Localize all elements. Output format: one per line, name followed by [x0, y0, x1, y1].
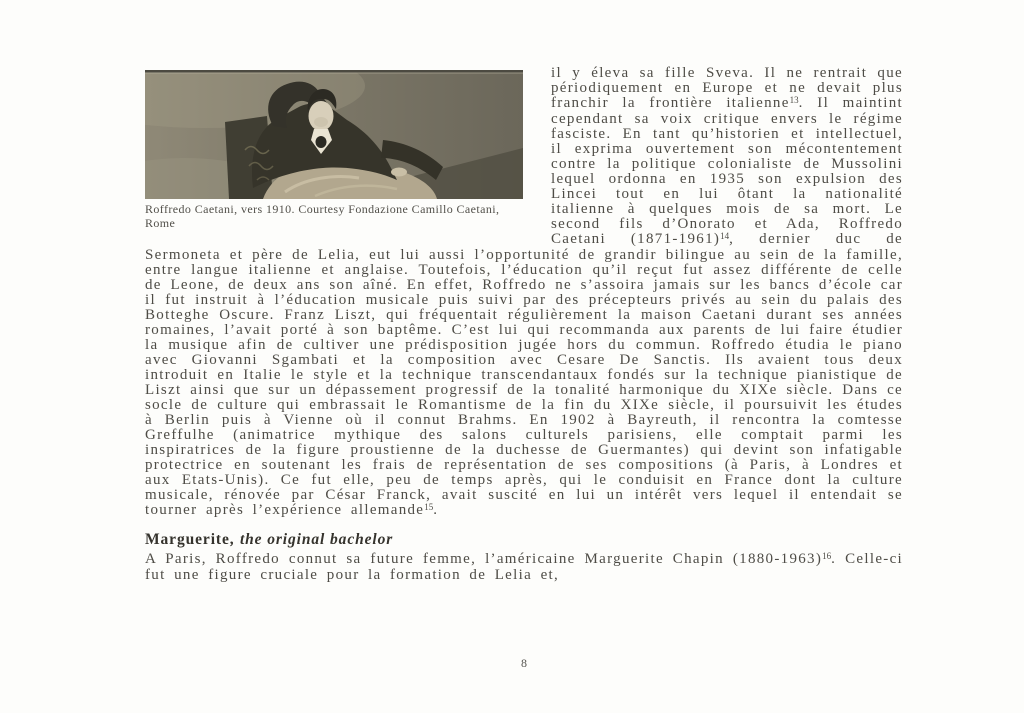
- section-heading-lead: Marguerite,: [145, 531, 235, 548]
- section-heading: [145, 532, 903, 548]
- footnote-ref: 13: [789, 94, 799, 105]
- portrait-photo: [145, 70, 523, 199]
- page-number: 8: [521, 656, 527, 670]
- footnote-ref: 14: [720, 230, 730, 241]
- portrait-figure: [145, 70, 523, 230]
- page-content: [145, 66, 903, 583]
- footnote-ref: 16: [822, 550, 832, 561]
- body-paragraph-1: il y éleva sa fille Sveva. Il ne rentrait que périodiquement en Europe et ne devait plus franchir la frontière italienne$^{13}$. Il maintint cependant sa voix critique envers le régime fasciste. En tant qu’historien et intellectuel, il exprima ouvertement son mécontentement contre la politique colonialiste de Mussolini lequel ordonna en 1935 son expulsion des Lincei tout en lui ôtant la nationalité italienne à quelques mois de sa mort. Le second fils d’Onorato et Ada, Roffredo Caetani (1871-1961)$^{14}$, dernier duc de Sermoneta et père de Lelia, eut lui aussi l’opportunité de grandir bilingue au sein de la famille, entre langue italienne et anglaise. Toutefois, l’éducation qu’il reçut fut assez différente de celle de Leone, de deux ans son aîné. En effet, Roffredo ne s’assoira jamais sur les bancs d’école car il fut instruit à l’éducation musicale puis suivi par des précepteurs privés au sein du palais des Botteghe Oscure. Franz Liszt, qui fréquentait régulièrement la maison Caetani durant ses années romaines, l’avait porté à son baptême. C’est lui qui recommanda aux parents de lui faire étudier la musique afin de cultiver une prédisposition jugée hors du commun. Roffredo étudia le piano avec Giovanni Sgambati et la composition avec Cesare De Sanctis. Ils avaient tous deux introduit en Italie le style et la technique transcendantaux fondés sur la technique pianistique de Liszt ainsi que sur un dépassement progressif de la tonalité harmonique du XIXe siècle. Dans ce socle de culture qui embrassait le Romantisme de la fin du XIXe siècle, il poursuivit les études à Berlin puis à Vienne où il connut Brahms. En 1902 à Bayreuth, il rencontra la comtesse Greffulhe (animatrice mythique des salons culturels parisiens, elle comptait parmi les inspiratrices de la figure proustienne de la duchesse de Guermantes) qui devint son infatigable protectrice en soutenant les frais de représentation de ses compositions (à Paris, à Londres et aux Etats-Unis). Ce fut elle, peu de temps après, qui le conduisit en France dont la culture musicale, rénovée par César Franck, avait suscité en lui un intérêt vers lequel il entendait se tourner après l’expérience allemande$^{15}$.: [145, 65, 904, 518]
- photo-caption: Roffredo Caetani, vers 1910. Courtesy Fondazione Camillo Caetani, Rome: [145, 202, 500, 230]
- body-paragraph-2: A Paris, Roffredo connut sa future femme, l’américaine Marguerite Chapin (1880-1963)$^{16}$. Celle-ci fut une figure cruciale pour la formation de Lelia et,: [145, 550, 903, 583]
- footnote-ref: 15: [424, 501, 434, 512]
- section-heading-italic: the original bachelor: [239, 531, 394, 548]
